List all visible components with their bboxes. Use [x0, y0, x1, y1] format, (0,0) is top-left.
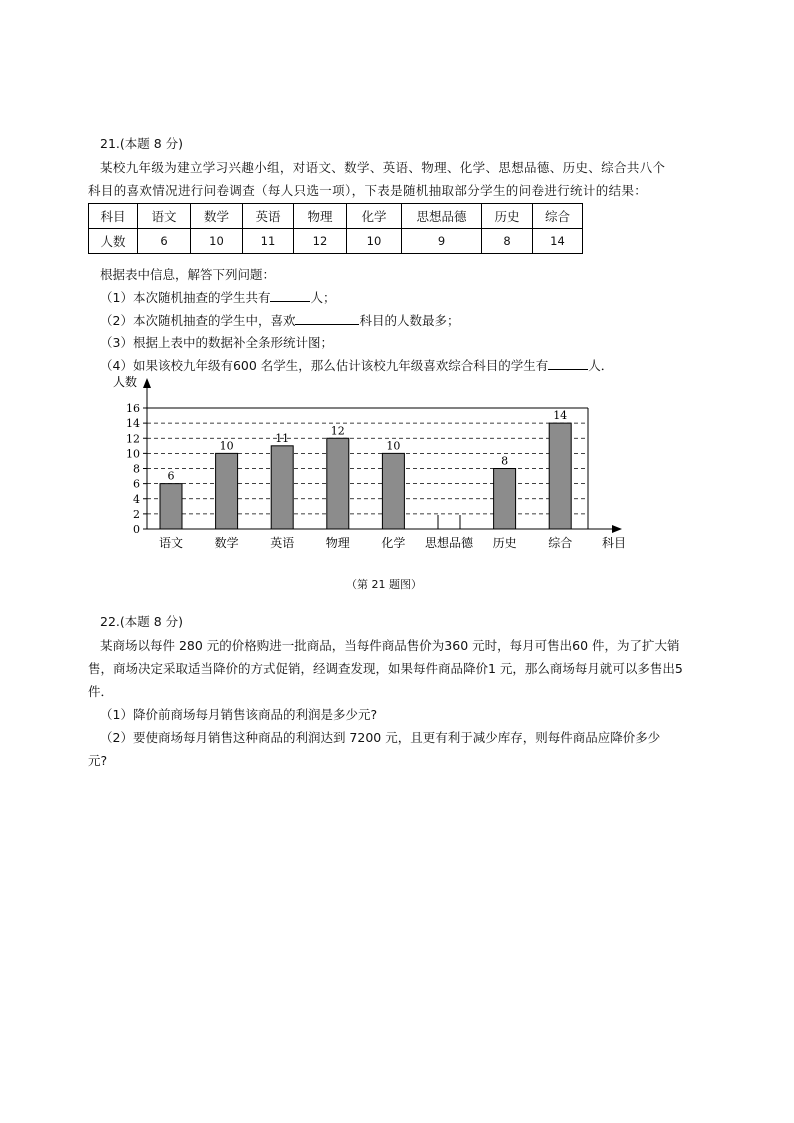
bar-value-label: 10 — [386, 439, 401, 453]
table-cell-subject: 历史 — [482, 204, 533, 229]
table-header-count: 人数 — [89, 229, 138, 254]
y-tick-label: 10 — [126, 447, 140, 461]
y-tick-label: 2 — [133, 507, 140, 521]
y-axis-label: 人数 — [113, 375, 138, 389]
table-cell-subject: 化学 — [347, 204, 402, 229]
q22-part2-line2: 元? — [88, 753, 108, 768]
table-header-subject: 科目 — [89, 204, 138, 229]
q21-part4-suffix: 人． — [588, 358, 614, 373]
y-tick-label: 8 — [133, 462, 140, 476]
bar — [549, 423, 571, 529]
bar — [382, 453, 404, 529]
bar-value-label: 12 — [330, 424, 345, 438]
q22-part1: （1）降价前商场每月销售该商品的利润是多少元? — [100, 707, 378, 722]
y-tick-label: 0 — [133, 523, 140, 536]
table-cell-subject: 英语 — [243, 204, 294, 229]
bar-value-label: 8 — [501, 454, 509, 468]
q21-part3: （3）根据上表中的数据补全条形统计图； — [100, 335, 333, 350]
x-category-label: 数学 — [214, 536, 239, 550]
y-axis-arrow — [143, 378, 151, 388]
table-cell-count: 11 — [243, 229, 294, 254]
x-axis-arrow — [612, 525, 622, 533]
q21-part1-suffix: 人； — [310, 290, 336, 305]
q21-prompt: 根据表中信息，解答下列问题： — [100, 267, 276, 282]
table-cell-subject: 语文 — [138, 204, 191, 229]
bar — [271, 446, 293, 529]
bar-value-label: 11 — [275, 431, 290, 445]
bar — [160, 484, 182, 529]
bar-value-label: 6 — [167, 469, 175, 483]
x-axis-label: 科目 — [602, 536, 627, 550]
y-tick-label: 6 — [133, 477, 140, 491]
bar-value-label: 14 — [553, 409, 568, 423]
bar — [216, 453, 238, 529]
q21-part2-text: （2）本次随机抽查的学生中，喜欢 — [100, 313, 296, 328]
bar — [327, 438, 349, 529]
x-category-label: 化学 — [381, 536, 406, 550]
x-category-label: 综合 — [548, 536, 573, 550]
x-category-label: 语文 — [158, 536, 184, 550]
q22-number: 22. — [100, 614, 120, 629]
x-category-label: 思想品德 — [424, 536, 474, 550]
bar-value-label: 10 — [219, 439, 234, 453]
table-cell-subject: 物理 — [294, 204, 347, 229]
q21-part4-text: （4）如果该校九年级有600 名学生，那么估计该校九年级喜欢综合科目的学生有 — [100, 358, 549, 373]
y-tick-label: 4 — [133, 492, 140, 506]
table-cell-subject: 综合 — [533, 204, 583, 229]
q21-part1-text: （1）本次随机抽查的学生共有 — [100, 290, 271, 305]
y-tick-label: 14 — [126, 417, 140, 431]
table-cell-subject: 数学 — [191, 204, 243, 229]
y-tick-label: 12 — [126, 432, 140, 446]
bar — [494, 469, 516, 530]
figure-caption: （第 21 题图） — [346, 578, 422, 591]
q22-part2-line1: （2）要使商场每月销售这种商品的利润达到 7200 元，且更有利于减少库存，则每件商品应降价多少 — [100, 730, 661, 745]
y-tick-label: 16 — [126, 402, 140, 415]
q21-part2-suffix: 科目的人数最多； — [359, 313, 460, 328]
q22-line3: 件． — [88, 684, 114, 699]
x-category-label: 历史 — [492, 536, 517, 550]
table-cell-count: 14 — [533, 229, 583, 254]
table-cell-count: 10 — [191, 229, 243, 254]
table-cell-count: 9 — [402, 229, 482, 254]
x-category-label: 英语 — [270, 536, 295, 550]
table-cell-subject: 思想品德 — [402, 204, 482, 229]
q21-number: 21. — [100, 136, 120, 151]
q22-line2: 售，商场决定采取适当降价的方式促销，经调查发现，如果每件商品降价1 元，那么商场每月就可以多售出5 — [88, 661, 683, 676]
table-cell-count: 10 — [347, 229, 402, 254]
q22-score: (本题 8 分) — [119, 614, 184, 629]
chart-gridlines — [147, 408, 588, 529]
q21-score: (本题 8 分) — [119, 136, 184, 151]
q21-intro-line1: 某校九年级为建立学习兴趣小组，对语文、数学、英语、物理、化学、思想品德、历史、综合共八个 — [100, 160, 666, 175]
table-cell-count: 6 — [138, 229, 191, 254]
table-cell-count: 12 — [294, 229, 347, 254]
q22-heading — [100, 612, 183, 630]
x-category-label: 物理 — [325, 536, 350, 550]
q21-intro-line2: 科目的喜欢情况进行问卷调查（每人只选一项），下表是随机抽取部分学生的问卷进行统计的结果： — [88, 183, 648, 198]
q22-line1: 某商场以每件 280 元的价格购进一批商品，当每件商品售价为360 元时，每月可售出60 件，为了扩大销 — [100, 638, 680, 653]
table-cell-count: 8 — [482, 229, 533, 254]
